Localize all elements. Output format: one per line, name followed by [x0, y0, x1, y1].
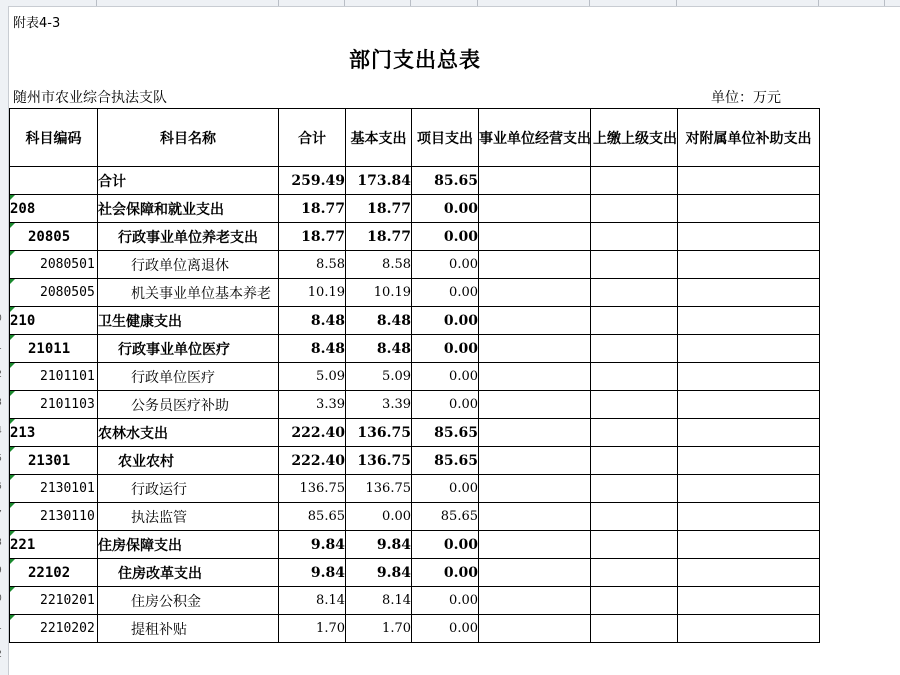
cell-project[interactable]: [412, 195, 479, 223]
cell-basic[interactable]: [346, 223, 412, 251]
unit-label: 单位：万元: [711, 90, 781, 106]
cell-enterprise[interactable]: [479, 279, 591, 307]
cell-basic[interactable]: [346, 307, 412, 335]
cell-project-text: 85.65: [434, 172, 478, 189]
error-indicator-icon[interactable]: [10, 251, 15, 256]
cell-total[interactable]: [279, 475, 346, 503]
cell-total-text: 259.49: [291, 172, 345, 189]
cell-total-text: 9.84: [310, 564, 345, 581]
cell-remit[interactable]: [591, 279, 678, 307]
cell-basic-text: 9.84: [376, 564, 411, 581]
cell-name-text: 合计: [98, 173, 126, 190]
row-header-strip[interactable]: [0, 6, 9, 675]
cell-basic[interactable]: [346, 615, 412, 643]
cell-name-text: 农林水支出: [98, 425, 168, 442]
cell-name-text: 行政单位离退休: [131, 257, 229, 274]
cell-code[interactable]: [10, 307, 98, 335]
cell-project-text: 0.00: [449, 369, 478, 384]
cell-name[interactable]: [98, 195, 279, 223]
cell-project-text: 0.00: [443, 228, 478, 245]
header-remit-text: 上缴上级支出: [593, 130, 677, 147]
cell-subsidy[interactable]: [678, 223, 820, 251]
cell-code[interactable]: [10, 419, 98, 447]
cell-total[interactable]: [279, 587, 346, 615]
table-row: [10, 587, 820, 615]
cell-subsidy[interactable]: [678, 447, 820, 475]
cell-total-text: 8.48: [310, 340, 345, 357]
cell-subsidy[interactable]: [678, 559, 820, 587]
cell-code-text: 213: [10, 424, 36, 441]
cell-name-text: 执法监管: [131, 509, 187, 526]
cell-enterprise[interactable]: [479, 447, 591, 475]
cell-code[interactable]: [10, 559, 98, 587]
cell-project[interactable]: [412, 447, 479, 475]
cell-total[interactable]: [279, 391, 346, 419]
cell-code-text: 2101101: [40, 369, 95, 384]
cell-basic[interactable]: [346, 559, 412, 587]
cell-name-text: 卫生健康支出: [98, 313, 182, 330]
cell-code-text: 208: [10, 200, 36, 217]
cell-remit[interactable]: [591, 307, 678, 335]
error-indicator-icon[interactable]: [10, 195, 15, 200]
error-indicator-icon[interactable]: [10, 391, 15, 396]
cell-basic-text: 1.70: [382, 621, 411, 636]
cell-code[interactable]: [10, 391, 98, 419]
row-number[interactable]: [0, 342, 8, 352]
cell-project-text: 0.00: [449, 397, 478, 412]
cell-remit[interactable]: [591, 167, 678, 195]
cell-basic[interactable]: [346, 503, 412, 531]
cell-basic-text: 10.19: [373, 285, 411, 300]
cell-total[interactable]: [279, 279, 346, 307]
cell-name[interactable]: [98, 307, 279, 335]
cell-name[interactable]: [98, 559, 279, 587]
cell-total[interactable]: [279, 447, 346, 475]
cell-enterprise[interactable]: [479, 251, 591, 279]
cell-project-text: 0.00: [449, 593, 478, 608]
cell-subsidy[interactable]: [678, 503, 820, 531]
cell-enterprise[interactable]: [479, 531, 591, 559]
cell-total-text: 9.84: [310, 536, 345, 553]
cell-remit[interactable]: [591, 223, 678, 251]
cell-name[interactable]: [98, 475, 279, 503]
cell-enterprise[interactable]: [479, 419, 591, 447]
cell-basic-text: 136.75: [357, 424, 411, 441]
cell-total-text: 1.70: [316, 621, 345, 636]
cell-basic-text: 173.84: [357, 172, 411, 189]
cell-remit[interactable]: [591, 251, 678, 279]
table-row: [10, 503, 820, 531]
cell-remit[interactable]: [591, 363, 678, 391]
cell-project[interactable]: [412, 167, 479, 195]
error-indicator-icon[interactable]: [10, 531, 15, 536]
cell-name[interactable]: [98, 335, 279, 363]
cell-subsidy[interactable]: [678, 251, 820, 279]
table-row: [10, 419, 820, 447]
cell-total-text: 8.58: [316, 257, 345, 272]
table-header-row: [10, 109, 820, 167]
cell-code[interactable]: [10, 363, 98, 391]
cell-code[interactable]: [10, 335, 98, 363]
page-title: 部门支出总表: [349, 47, 481, 72]
row-number[interactable]: [0, 454, 8, 464]
cell-subsidy[interactable]: [678, 391, 820, 419]
cell-basic[interactable]: [346, 195, 412, 223]
cell-total-text: 136.75: [299, 481, 345, 496]
row-number[interactable]: [0, 622, 8, 632]
cell-code-text: 2210201: [40, 593, 95, 608]
cell-project-text: 0.00: [443, 564, 478, 581]
cell-remit[interactable]: [591, 531, 678, 559]
cell-project[interactable]: [412, 587, 479, 615]
cell-name-text: 行政事业单位养老支出: [118, 229, 258, 246]
cell-basic-text: 3.39: [382, 397, 411, 412]
cell-project[interactable]: [412, 615, 479, 643]
cell-subsidy[interactable]: [678, 587, 820, 615]
cell-remit[interactable]: [591, 419, 678, 447]
cell-project-text: 0.00: [443, 200, 478, 217]
cell-total-text: 222.40: [291, 424, 345, 441]
cell-basic-text: 8.14: [382, 593, 411, 608]
error-indicator-icon[interactable]: [10, 615, 15, 620]
cell-project-text: 0.00: [449, 621, 478, 636]
cell-total-text: 8.48: [310, 312, 345, 329]
cell-remit[interactable]: [591, 447, 678, 475]
cell-subsidy[interactable]: [678, 195, 820, 223]
cell-basic-text: 136.75: [365, 481, 411, 496]
cell-total-text: 10.19: [307, 285, 345, 300]
cell-enterprise[interactable]: [479, 167, 591, 195]
column-header-strip[interactable]: [0, 0, 900, 7]
cell-name[interactable]: [98, 251, 279, 279]
cell-project-text: 85.65: [434, 452, 478, 469]
cell-project[interactable]: [412, 531, 479, 559]
cell-basic-text: 8.48: [376, 340, 411, 357]
cell-basic-text: 0.00: [382, 509, 411, 524]
cell-code[interactable]: [10, 195, 98, 223]
cell-name-text: 住房改革支出: [118, 565, 202, 582]
cell-name[interactable]: [98, 615, 279, 643]
row-number[interactable]: [0, 482, 8, 492]
header-remit[interactable]: [591, 109, 678, 167]
cell-name-text: 公务员医疗补助: [131, 397, 229, 414]
table-row: [10, 615, 820, 643]
cell-total[interactable]: [279, 531, 346, 559]
cell-project-text: 0.00: [449, 481, 478, 496]
cell-enterprise[interactable]: [479, 307, 591, 335]
row-number[interactable]: [0, 370, 8, 380]
cell-project[interactable]: [412, 559, 479, 587]
cell-name-text: 行政事业单位医疗: [118, 341, 230, 358]
cell-subsidy[interactable]: [678, 531, 820, 559]
appendix-label: 附表4-3: [13, 16, 61, 31]
cell-code[interactable]: [10, 615, 98, 643]
cell-project[interactable]: [412, 503, 479, 531]
cell-total[interactable]: [279, 503, 346, 531]
cell-enterprise[interactable]: [479, 559, 591, 587]
cell-remit[interactable]: [591, 615, 678, 643]
table-row: [10, 531, 820, 559]
cell-project[interactable]: [412, 279, 479, 307]
cell-code[interactable]: [10, 503, 98, 531]
header-subsidy[interactable]: 对附属单位补助支出: [678, 109, 820, 167]
cell-basic[interactable]: [346, 475, 412, 503]
cell-subsidy[interactable]: [678, 363, 820, 391]
cell-code-text: 2130110: [40, 509, 95, 524]
cell-total[interactable]: [279, 419, 346, 447]
cell-enterprise[interactable]: [479, 615, 591, 643]
cell-name[interactable]: [98, 587, 279, 615]
cell-project-text: 0.00: [449, 257, 478, 272]
cell-project[interactable]: [412, 391, 479, 419]
row-number[interactable]: [0, 650, 8, 660]
row-number[interactable]: [0, 594, 8, 604]
cell-enterprise[interactable]: [479, 335, 591, 363]
cell-basic-text: 9.84: [376, 536, 411, 553]
cell-project[interactable]: [412, 363, 479, 391]
expenditure-table: [9, 108, 820, 643]
table-row: [10, 167, 820, 195]
row-number[interactable]: [0, 538, 8, 548]
error-indicator-icon[interactable]: [10, 279, 15, 284]
cell-total-text: 5.09: [316, 369, 345, 384]
table-row: [10, 475, 820, 503]
cell-code-text: 2101103: [40, 397, 95, 412]
cell-code[interactable]: [10, 587, 98, 615]
cell-name[interactable]: [98, 167, 279, 195]
cell-total[interactable]: [279, 559, 346, 587]
cell-basic[interactable]: [346, 279, 412, 307]
cell-name[interactable]: [98, 447, 279, 475]
row-number[interactable]: [0, 566, 8, 576]
error-indicator-icon[interactable]: [10, 335, 15, 340]
cell-code-text: 21301: [28, 452, 71, 469]
cell-name-text: 机关事业单位基本养老: [131, 285, 271, 302]
error-indicator-icon[interactable]: [10, 419, 15, 424]
cell-basic[interactable]: [346, 391, 412, 419]
cell-project[interactable]: [412, 307, 479, 335]
cell-basic-text: 136.75: [357, 452, 411, 469]
error-indicator-icon[interactable]: [10, 587, 15, 592]
cell-total-text: 85.65: [307, 509, 345, 524]
cell-total-text: 18.77: [301, 200, 345, 217]
header-basic[interactable]: 基本支出: [346, 109, 412, 167]
cell-remit[interactable]: [591, 391, 678, 419]
table-row: [10, 391, 820, 419]
error-indicator-icon[interactable]: [10, 223, 15, 228]
cell-project[interactable]: [412, 251, 479, 279]
cell-name[interactable]: [98, 391, 279, 419]
cell-code-text: 221: [10, 536, 36, 553]
cell-total-text: 8.14: [316, 593, 345, 608]
cell-total[interactable]: [279, 307, 346, 335]
cell-total[interactable]: [279, 251, 346, 279]
cell-code-text: 2080505: [40, 285, 95, 300]
error-indicator-icon[interactable]: [10, 447, 15, 452]
cell-project[interactable]: [412, 419, 479, 447]
cell-code-text: 22102: [28, 564, 71, 581]
cell-name[interactable]: [98, 503, 279, 531]
cell-subsidy[interactable]: [678, 335, 820, 363]
table-row: [10, 223, 820, 251]
cell-basic[interactable]: [346, 363, 412, 391]
cell-project-text: 85.65: [434, 424, 478, 441]
header-code[interactable]: 科目编码: [10, 109, 98, 167]
row-number[interactable]: [0, 426, 8, 436]
error-indicator-icon[interactable]: [10, 475, 15, 480]
cell-total[interactable]: [279, 223, 346, 251]
cell-name-text: 行政单位医疗: [131, 369, 215, 386]
cell-name-text: 社会保障和就业支出: [98, 201, 224, 218]
cell-enterprise[interactable]: [479, 363, 591, 391]
cell-name[interactable]: [98, 223, 279, 251]
cell-subsidy[interactable]: [678, 307, 820, 335]
cell-code-text: 20805: [28, 228, 71, 245]
table-row: [10, 447, 820, 475]
cell-total-text: 18.77: [301, 228, 345, 245]
cell-total[interactable]: [279, 167, 346, 195]
cell-code-text: 2210202: [40, 621, 95, 636]
cell-code[interactable]: [10, 475, 98, 503]
header-name[interactable]: 科目名称: [98, 109, 279, 167]
cell-subsidy[interactable]: [678, 279, 820, 307]
cell-code[interactable]: [10, 223, 98, 251]
cell-name-text: 住房公积金: [131, 593, 201, 610]
cell-project-text: 0.00: [449, 285, 478, 300]
cell-basic[interactable]: [346, 335, 412, 363]
cell-enterprise[interactable]: [479, 475, 591, 503]
error-indicator-icon[interactable]: [10, 363, 15, 368]
cell-basic-text: 8.48: [376, 312, 411, 329]
row-number[interactable]: [0, 510, 8, 520]
cell-code[interactable]: [10, 447, 98, 475]
header-enterprise[interactable]: [479, 109, 591, 167]
cell-enterprise[interactable]: [479, 195, 591, 223]
cell-basic-text: 5.09: [382, 369, 411, 384]
cell-basic-text: 18.77: [367, 228, 411, 245]
cell-total-text: 222.40: [291, 452, 345, 469]
cell-basic-text: 8.58: [382, 257, 411, 272]
cell-total[interactable]: [279, 363, 346, 391]
cell-code[interactable]: [10, 167, 98, 195]
cell-total[interactable]: [279, 195, 346, 223]
header-total[interactable]: 合计: [279, 109, 346, 167]
cell-basic[interactable]: [346, 167, 412, 195]
cell-project-text: 0.00: [443, 536, 478, 553]
cell-remit[interactable]: [591, 587, 678, 615]
table-row: [10, 251, 820, 279]
cell-code-text: 2080501: [40, 257, 95, 272]
cell-remit[interactable]: [591, 475, 678, 503]
cell-enterprise[interactable]: [479, 587, 591, 615]
cell-name[interactable]: [98, 363, 279, 391]
cell-basic[interactable]: [346, 419, 412, 447]
header-enterprise-text: 事业单位经营支出: [479, 130, 591, 147]
cell-subsidy[interactable]: [678, 615, 820, 643]
row-number[interactable]: [0, 398, 8, 408]
cell-basic[interactable]: [346, 587, 412, 615]
cell-basic[interactable]: [346, 251, 412, 279]
table-row: [10, 363, 820, 391]
cell-remit[interactable]: [591, 195, 678, 223]
cell-code-text: 21011: [28, 340, 71, 357]
cell-total[interactable]: [279, 615, 346, 643]
cell-code-text: 2130101: [40, 481, 95, 496]
cell-subsidy[interactable]: [678, 475, 820, 503]
organization-name: 随州市农业综合执法支队: [13, 90, 167, 106]
cell-project[interactable]: [412, 223, 479, 251]
table-row: [10, 559, 820, 587]
cell-enterprise[interactable]: [479, 391, 591, 419]
row-number[interactable]: [0, 314, 8, 324]
cell-code[interactable]: [10, 279, 98, 307]
cell-code-text: 210: [10, 312, 36, 329]
error-indicator-icon[interactable]: [10, 307, 15, 312]
cell-basic-text: 18.77: [367, 200, 411, 217]
table-row: [10, 307, 820, 335]
table-row: [10, 279, 820, 307]
cell-subsidy[interactable]: [678, 419, 820, 447]
cell-project[interactable]: [412, 335, 479, 363]
cell-remit[interactable]: [591, 559, 678, 587]
cell-project-text: 0.00: [443, 312, 478, 329]
cell-total-text: 3.39: [316, 397, 345, 412]
cell-enterprise[interactable]: [479, 223, 591, 251]
cell-name[interactable]: [98, 419, 279, 447]
cell-total[interactable]: [279, 335, 346, 363]
cell-subsidy[interactable]: [678, 167, 820, 195]
cell-basic[interactable]: [346, 447, 412, 475]
cell-name-text: 住房保障支出: [98, 537, 182, 554]
cell-name-text: 提租补贴: [131, 621, 187, 638]
cell-enterprise[interactable]: [479, 503, 591, 531]
cell-remit[interactable]: [591, 335, 678, 363]
cell-remit[interactable]: [591, 503, 678, 531]
cell-basic[interactable]: [346, 531, 412, 559]
header-project[interactable]: 项目支出: [412, 109, 479, 167]
table-row: [10, 335, 820, 363]
cell-code[interactable]: [10, 531, 98, 559]
cell-project-text: 85.65: [440, 509, 478, 524]
cell-code[interactable]: [10, 251, 98, 279]
cell-name[interactable]: [98, 279, 279, 307]
table-row: [10, 195, 820, 223]
cell-name-text: 农业农村: [118, 453, 174, 470]
cell-project-text: 0.00: [443, 340, 478, 357]
cell-name[interactable]: [98, 531, 279, 559]
cell-project[interactable]: [412, 475, 479, 503]
cell-name-text: 行政运行: [131, 481, 187, 498]
error-indicator-icon[interactable]: [10, 503, 15, 508]
error-indicator-icon[interactable]: [10, 559, 15, 564]
